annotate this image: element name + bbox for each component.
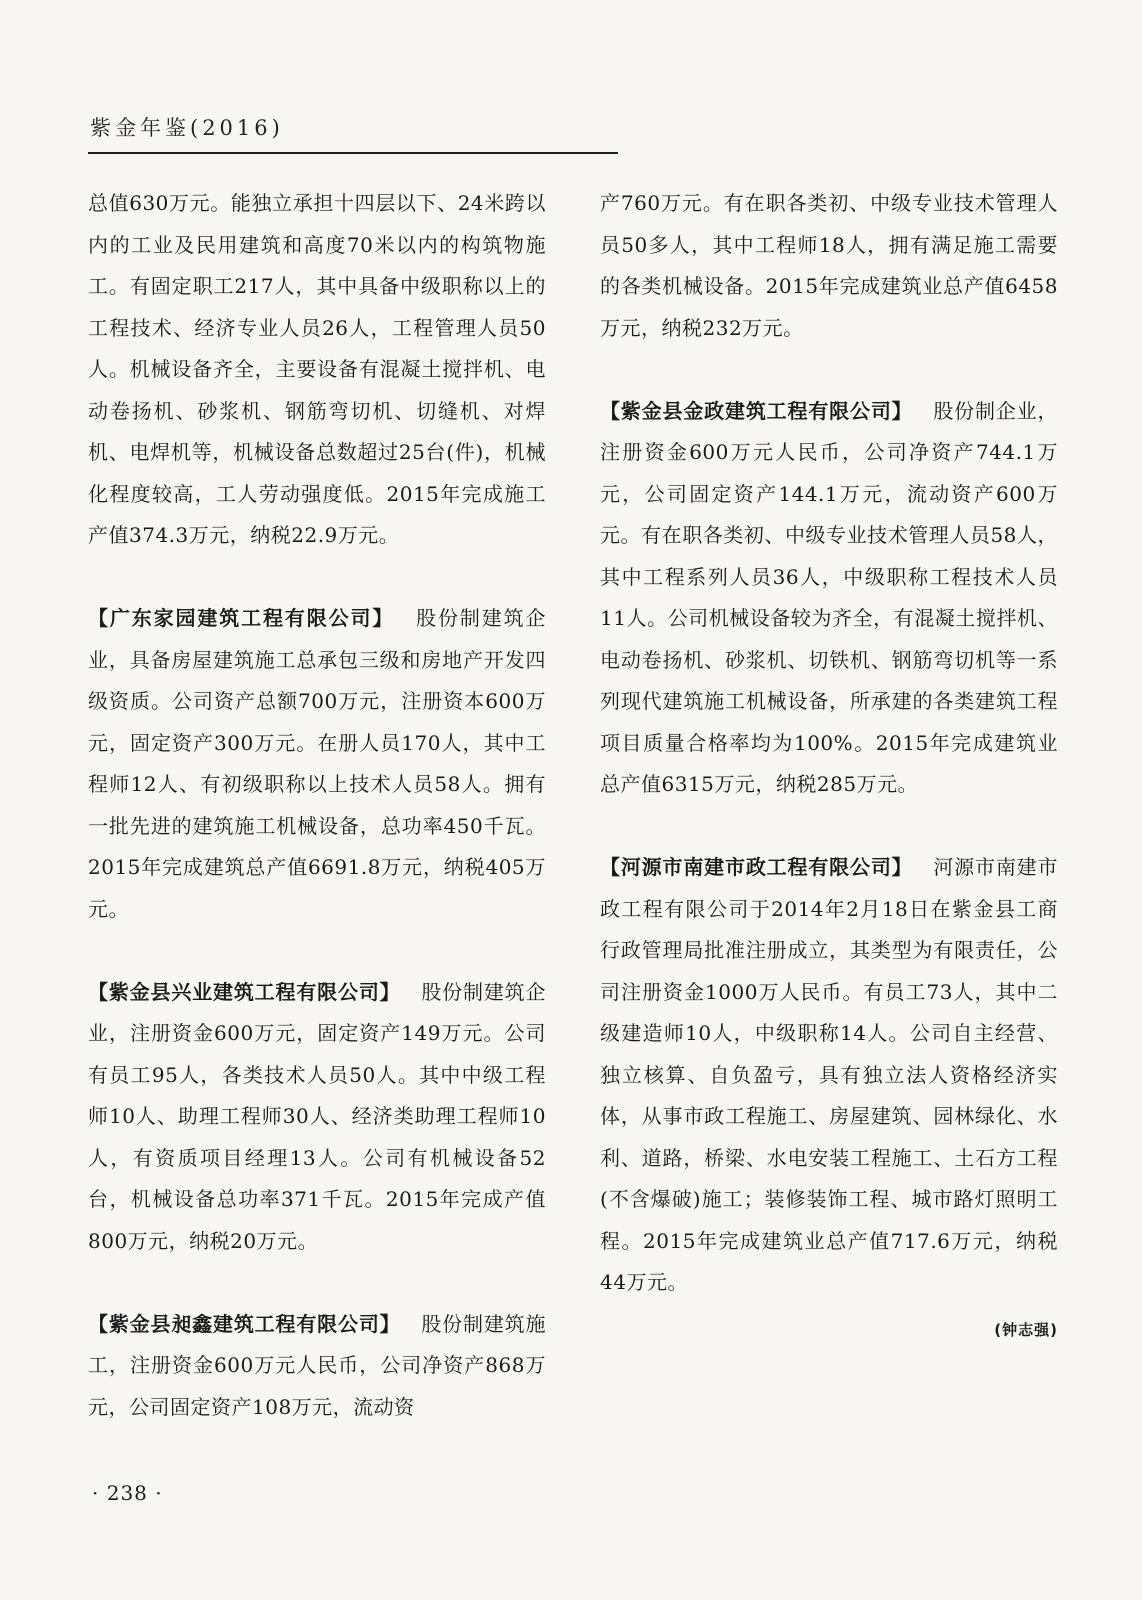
entry-title: 【紫金县兴业建筑工程有限公司】 — [88, 979, 401, 1004]
entry-body: 股份制建筑企业，具备房屋建筑施工总承包三级和房地产开发四级资质。公司资产总额700万元，注册资本600万元，固定资产300万元。在册人员170人，其中工程师12人、有初级职称以上技术人员58人。拥有一批先进的建筑施工机械设备，总功率450千瓦。2015年完成建筑总产值6691.8万元，纳税405万元。 — [88, 606, 546, 921]
author-byline: (钟志强) — [994, 1320, 1058, 1339]
entry-guangdong-jiayuan — [88, 598, 546, 930]
entry-zijin-changxin — [88, 1304, 546, 1429]
continued-paragraph: 产760万元。有在职各类初、中级专业技术管理人员50多人，其中工程师18人，拥有满足施工需要的各类机械设备。2015年完成建筑业总产值6458万元，纳税232万元。 — [600, 191, 1058, 340]
entry-title: 【河源市南建市政工程有限公司】 — [600, 855, 913, 879]
entry-body: 股份制建筑施工，注册资金600万元人民币，公司净资产868万元，公司固定资产108万元，流动资 — [88, 1311, 546, 1419]
entry-zijin-xingye — [88, 972, 546, 1263]
running-header: 紫金年鉴(2016) — [90, 116, 284, 140]
continued-paragraph: 总值630万元。能独立承担十四层以下、24米跨以内的工业及民用建筑和高度70米以内的构筑物施工。有固定职工217人，其中具备中级职称以上的工程技术、经济专业人员26人，工程管理人员50人。机械设备齐全，主要设备有混凝土搅拌机、电动卷扬机、砂浆机、钢筋弯切机、切缝机、对焊机、电焊机等，机械设备总数超过25台(件)，机械化程度较高，工人劳动强度低。2015年完成施工产值374.3万元，纳税22.9万元。 — [88, 191, 546, 547]
entry-title: 【广东家园建筑工程有限公司】 — [88, 606, 395, 630]
page-number: · 238 · — [92, 1481, 163, 1505]
entry-title: 【紫金县昶鑫建筑工程有限公司】 — [88, 1311, 401, 1336]
entry-body: 股份制企业，注册资金600万元人民币，公司净资产744.1万元，公司固定资产144.1万元，流动资产600万元。有在职各类初、中级专业技术管理人员58人，其中工程系列人员36人，中级职称工程技术人员11人。公司机械设备较为齐全，有混凝土搅拌机、电动卷扬机、砂浆机、切铁机、钢筋弯切机等一系列现代建筑施工机械设备，所承建的各类建筑工程项目质量合格率均为100%。2015年完成建筑业总产值6315万元，纳税285万元。 — [600, 398, 1058, 796]
left-column — [88, 183, 546, 1428]
header-rule — [88, 152, 618, 154]
entry-heyuan-nanjian — [600, 847, 1058, 1304]
entry-body: 河源市南建市政工程有限公司于2014年2月18日在紫金县工商行政管理局批准注册成立，其类型为有限责任，公司注册资金1000万人民币。有员工73人，其中二级建造师10人，中级职称14人。公司自主经营、独立核算、自负盈亏，具有独立法人资格经济实体，从事市政工程施工、房屋建筑、园林绿化、水利、道路，桥梁、水电安装工程施工、土石方工程(不含爆破)施工；装修装饰工程、城市路灯照明工程。2015年完成建筑业总产值717.6万元，纳税44万元。 — [600, 855, 1058, 1294]
entry-body: 股份制建筑企业，注册资金600万元，固定资产149万元。公司有员工95人，各类技术人员50人。其中中级工程师10人、助理工程师30人、经济类助理工程师10人，有资质项目经理13人。公司有机械设备52台，机械设备总功率371千瓦。2015年完成产值800万元，纳税20万元。 — [88, 979, 546, 1253]
entry-title: 【紫金县金政建筑工程有限公司】 — [600, 398, 913, 423]
entry-zijin-jinzheng — [600, 391, 1058, 806]
right-column — [600, 183, 1058, 1351]
